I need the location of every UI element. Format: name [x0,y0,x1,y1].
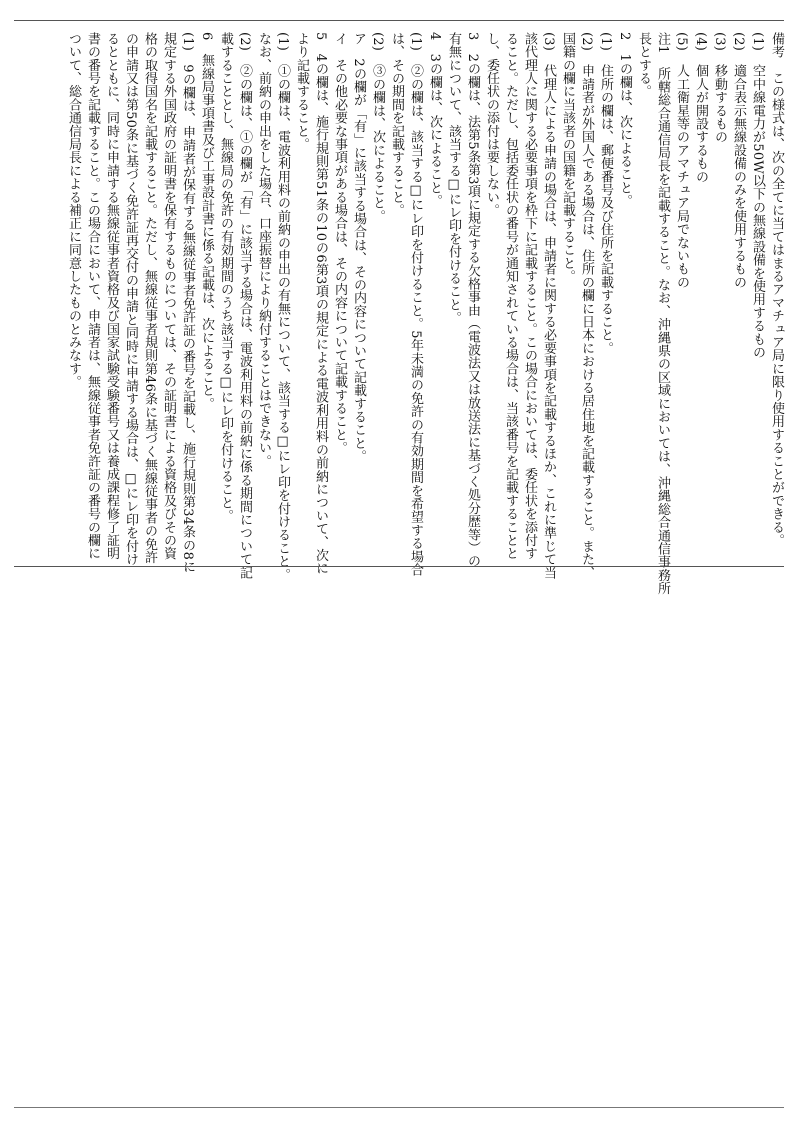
note-line: 載することとし、無線局の免許の有効期間のうち該当する□にレ印を付けること。 [218,32,233,523]
note-line: るとともに、同時に申請する無線従事者資格及び国家試験受験番号又は養成課程修了証明 [104,32,119,560]
note-line: ついて、総合通信局長による補正に同意したものとみなす。 [66,32,81,389]
note-line: 該代理人に関する必要事項を枠下に記載すること。この場合においては、委任状を添付す [522,32,537,560]
note-line: (1) ①の欄は、電波利用料の前納の申出の有無について、該当する□にレ印を付けること。 [275,32,290,582]
note-line: 5 4の欄は、施行規則第51条の10の6第3項の規定による電波利用料の前納について、次に [313,32,328,575]
note-line: (1) 9の欄は、申請者が保有する無線従事者免許証の番号を記載し、施行規則第34条の8に [180,32,195,574]
note-line: イ その他必要な事項がある場合は、その内容について記載すること。 [332,32,347,455]
note-line: 規定する外国政府の証明書を保有するものについては、その証明書による資格及びその資 [161,32,176,560]
note-line: (3) 移動するもの [712,32,727,144]
note-line: (2) ③の欄は、次によること。 [370,32,385,223]
section-divider [14,566,784,567]
note-line: 格の取得国名を記載すること。ただし、無線従事者規則第46条に基づく無線従事者の免許 [142,32,157,564]
note-line: 4 3の欄は、次によること。 [427,32,442,208]
note-line: より記載すること。 [294,32,309,151]
note-line: ア 2の欄が「有」に該当する場合は、その内容について記載すること。 [351,32,366,463]
note-line: 備考 この様式は、次の全てに当てはまるアマチュア局に限り使用することができる。 [769,32,784,547]
note-line: 注1 所轄総合通信局長を記載すること。なお、沖縄県の区域においては、沖縄総合通信事務所 [655,32,670,595]
bottom-rule [14,1107,784,1108]
note-line: ること。ただし、包括委任状の番号が通知されている場合は、当該番号を記載することと [503,32,518,560]
note-line: 長とする。 [636,32,651,98]
note-line: (4) 個人が開設するもの [693,32,708,184]
note-line: 3 2の欄は、法第5条第3項に規定する欠格事由（電波法又は放送法に基づく処分歴等）の [465,32,480,568]
note-line: (1) 住所の欄は、郵便番号及び住所を記載すること。 [598,32,613,355]
note-line: (1) ②の欄は、該当する□にレ印を付けること。5年未満の免許の有効期間を希望する場合 [408,32,423,577]
note-line: は、その期間を記載すること。 [389,32,404,217]
note-line: 国籍の欄に当該者の国籍を記載すること。 [560,32,575,283]
top-rule [14,20,784,21]
note-line: 有無について、該当する□にレ印を付けること。 [446,32,461,325]
note-line: 書の番号を記載すること。この場合において、申請者は、無線従事者免許証の番号の欄に [85,32,100,560]
note-line: (3) 代理人による申請の場合は、申請者に関する必要事項を記載するほか、これに準じて当 [541,32,556,580]
notes-block [64,32,786,595]
note-line: し、委任状の添付は要しない。 [484,32,499,217]
note-line: (2) 適合表示無線設備のみを使用するもの [731,32,746,289]
note-line: の申請又は第50条に基づく免許証再交付の申請と同時に申請する場合は、□にレ印を付け [123,32,138,566]
note-line: (2) 申請者が外国人である場合は、住所の欄に日本における居住地を記載すること。また、 [579,32,594,580]
note-line: (1) 空中線電力が50W以下の無線設備を使用するもの [750,32,765,359]
note-line: 6 無線局事項書及び工事設計書に係る記載は、次によること。 [199,32,214,411]
note-line: (5) 人工衛星等のアマチュア局でないもの [674,32,689,289]
note-line: (2) ②の欄は、①の欄が「有」に該当する場合は、電波利用料の前納に係る期間について記 [237,32,252,580]
note-line: なお、前納の申出をした場合、口座振替により納付することはできない。 [256,32,271,468]
note-line: 2 1の欄は、次によること。 [617,32,632,208]
